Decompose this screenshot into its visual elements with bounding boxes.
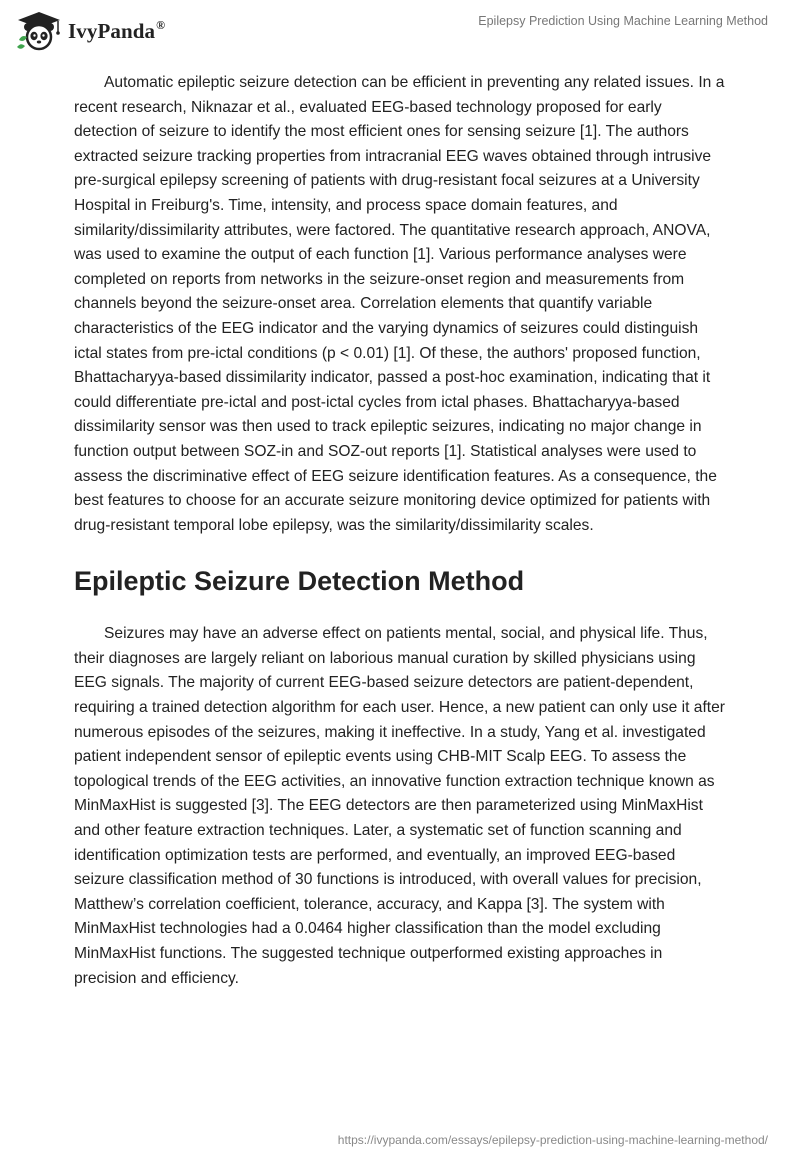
registered-mark: ® xyxy=(156,18,166,32)
paragraph-2: Seizures may have an adverse effect on patients mental, social, and physical life. Thus, their diagnoses are largely reliant on laborious manual curation by skilled physicians using EEG signals. The majority of current EEG-based seizure detectors are patient-dependent, requiring a trained detection algorithm for each user. Hence, a new patient can only use it after numerous episodes of the seizures, making it ineffective. In a study, Yang et al. investigated patient independent sensor of epileptic events using CHB-MIT Scalp EEG. To assess the topological trends of the EEG activities, an innovative function extraction technique known as MinMaxHist is suggested [3]. The EEG detectors are then parameterized using MinMaxHist and other feature extraction techniques. Later, a systematic set of function scanning and identification optimization tests are performed, and eventually, an improved EEG-based seizure classification method of 30 functions is introduced, with overall values for precision, Matthew’s correlation coefficient, tolerance, accuracy, and Kappa [3]. The system with MinMaxHist technologies had a 0.0464 higher classification than the model excluding MinMaxHist functions. The suggested technique outperformed existing approaches in precision and efficiency. xyxy=(74,625,725,987)
document-title: Epilepsy Prediction Using Machine Learning Method xyxy=(478,14,768,28)
logo-wordmark xyxy=(68,18,165,44)
ivypanda-logo[interactable] xyxy=(14,10,165,52)
source-url[interactable]: https://ivypanda.com/essays/epilepsy-prediction-using-machine-learning-method/ xyxy=(337,1133,768,1147)
panda-graduate-icon xyxy=(14,10,64,52)
page-header xyxy=(0,0,800,60)
paragraph-1: Automatic epileptic seizure detection can be efficient in preventing any related issues. In a recent research, Niknazar et al., evaluated EEG-based technology proposed for early detection of seizure to identify the most efficient ones for sensing seizure [1]. The authors extracted seizure tracking properties from intracranial EEG waves obtained through intrusive pre-surgical epilepsy screening of patients with drug-resistant focal seizures at a University Hospital in Freiburg's. Time, intensity, and process space domain features, and similarity/dissimilarity attributes, were factored. The quantitative research approach, ANOVA, was used to examine the output of each function [1]. Various performance analyses were completed on reports from networks in the seizure-onset region and measurements from channels beyond the seizure-onset area. Correlation elements that quantify variable characteristics of the EEG indicator and the varying dynamics of seizures could distinguish ictal states from pre-ictal conditions (p < 0.01) [1]. Of these, the authors' proposed function, Bhattacharyya-based dissimilarity indicator, passed a post-hoc examination, indicating that it could differentiate pre-ictal and post-ictal cycles from ictal phases. Bhattacharyya-based dissimilarity sensor was then used to track epileptic seizures, indicating no major change in function output between SOZ-in and SOZ-out reports [1]. Statistical analyses were used to assess the discriminative effect of EEG seizure identification features. As a consequence, the best features to choose for an accurate seizure monitoring device optimized for patients with drug-resistant temporal lobe epilepsy, was the similarity/dissimilarity scales. xyxy=(74,74,725,534)
section-heading: Epileptic Seizure Detection Method xyxy=(74,566,525,597)
essay-content xyxy=(74,71,726,991)
logo-text: IvyPanda xyxy=(68,19,156,43)
